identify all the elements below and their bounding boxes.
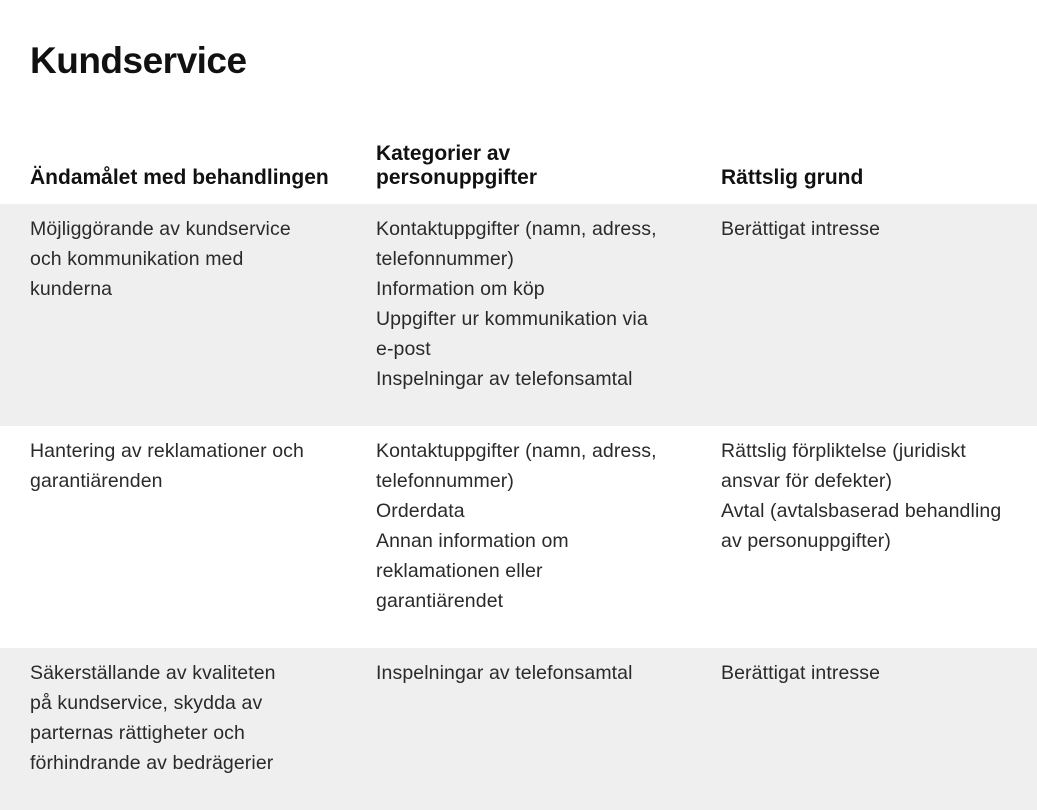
cell-purpose [0, 436, 346, 648]
column-header-legal-basis [691, 166, 1037, 204]
cell-line: telefonnummer) [376, 470, 514, 492]
page-title: Kundservice [30, 40, 247, 81]
cell-line: ansvar för defekter) [721, 470, 893, 492]
cell-line: förhindrande av bedrägerier [30, 752, 274, 774]
cell-line: Uppgifter ur kommunikation via [376, 308, 648, 330]
cell-purpose [0, 658, 346, 810]
cell-legal-basis [691, 436, 1037, 648]
cell-line: telefonnummer) [376, 248, 514, 270]
cell-categories [346, 436, 691, 648]
cell-line: reklamationen eller [376, 560, 543, 582]
table-row [0, 204, 1037, 426]
cell-line: kunderna [30, 278, 113, 300]
cell-line: garantiärenden [30, 470, 163, 492]
table-row [0, 648, 1037, 810]
cell-legal-basis [691, 658, 1037, 810]
column-header-purpose [0, 166, 346, 204]
cell-line: Kontaktuppgifter (namn, adress, [376, 218, 657, 240]
processing-table [0, 138, 1037, 810]
table-header [0, 138, 1037, 204]
cell-categories [346, 658, 691, 810]
cell-line: Inspelningar av telefonsamtal [376, 368, 633, 390]
cell-purpose [0, 214, 346, 426]
cell-line: Inspelningar av telefonsamtal [376, 662, 633, 684]
cell-line: och kommunikation med [30, 248, 244, 270]
cell-legal-basis [691, 214, 1037, 426]
cell-line: Information om köp [376, 278, 545, 300]
column-header-purpose-label: Ändamålet med behandlingen [30, 166, 329, 189]
cell-line: Avtal (avtalsbaserad behandling [721, 500, 1002, 522]
column-header-categories-line-1: Kategorier av [376, 142, 511, 165]
cell-line: Möjliggörande av kundservice [30, 218, 291, 240]
cell-line: Hantering av reklamationer och [30, 440, 304, 462]
cell-line: på kundservice, skydda av [30, 692, 263, 714]
table-row [0, 426, 1037, 648]
cell-line: Annan information om [376, 530, 569, 552]
cell-line: av personuppgifter) [721, 530, 891, 552]
cell-categories [346, 214, 691, 426]
cell-line: Rättslig förpliktelse (juridiskt [721, 440, 966, 462]
cell-line: parternas rättigheter och [30, 722, 245, 744]
column-header-categories-line-2: personuppgifter [376, 166, 537, 189]
cell-line: Orderdata [376, 500, 465, 522]
cell-line: Berättigat intresse [721, 662, 881, 684]
cell-line: Säkerställande av kvaliteten [30, 662, 276, 684]
cell-line: garantiärendet [376, 590, 504, 612]
column-header-categories [346, 142, 691, 204]
cell-line: Berättigat intresse [721, 218, 881, 240]
column-header-legal-basis-label: Rättslig grund [721, 166, 864, 189]
cell-line: e-post [376, 338, 431, 360]
cell-line: Kontaktuppgifter (namn, adress, [376, 440, 657, 462]
